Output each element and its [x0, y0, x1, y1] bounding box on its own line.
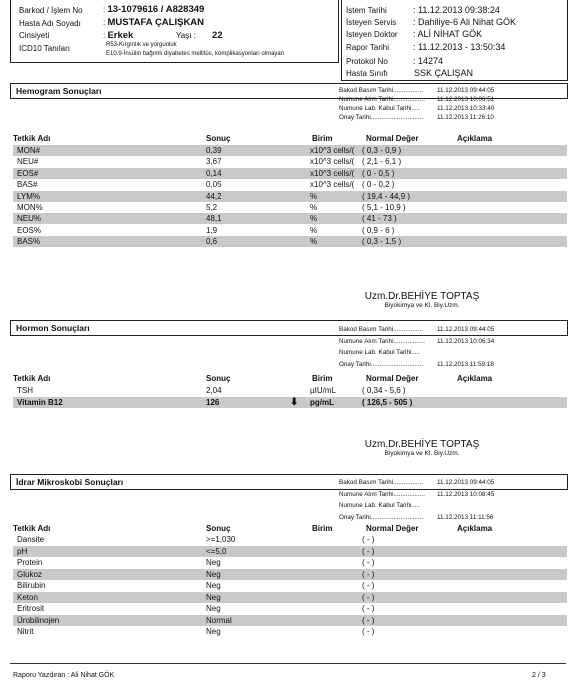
col-result: Sonuç — [206, 374, 231, 383]
test-result: Normal — [206, 615, 232, 625]
test-result: 126 — [206, 397, 220, 407]
test-name: Eritrosit — [17, 604, 45, 613]
hemogram-dates: Bakod Basım Tarihi................. 11.12.2013 09:44:05 Numune Alım Tarihi.................. 11.12.2013 10:06:51 Numune Lab. Kabul Tarihi..... 11.12.2013 10:33:40 Onay Tarihi.............................. 11.12.2013 11:26:10 — [339, 87, 495, 121]
protocol-label: Protokol No — [346, 57, 388, 66]
table-row — [13, 145, 567, 156]
test-unit: % — [310, 203, 318, 212]
table-row — [13, 397, 567, 408]
patient-class-label: Hasta Sınıfı — [346, 69, 388, 78]
hormon-dates: Bakod Basım Tarihi................. 11.12.2013 09:44:05 Numune Alım Tarihi.................. 11.12.2013 10:06:34 Numune Lab. Kabul Tarihi..... Onay Tarihi.............................. 11.12.2013 11:59:18 — [339, 326, 495, 368]
hormon-title: Hormon Sonuçları — [16, 323, 90, 333]
test-result: 0,14 — [206, 168, 222, 178]
table-row — [13, 168, 567, 179]
signature-block — [356, 291, 488, 309]
test-result: 48,1 — [206, 214, 222, 224]
col-unit: Birim — [312, 374, 333, 383]
gender-label: Cinsiyeti — [19, 31, 50, 40]
gender-value: : Erkek — [103, 30, 134, 41]
protocol-value: : 14274 — [413, 56, 444, 66]
normal-range: ( 19,4 - 44,9 ) — [362, 191, 411, 201]
normal-range: ( - ) — [362, 581, 375, 590]
doctor-label: İsteyen Doktor — [346, 30, 398, 39]
test-name: BAS# — [17, 180, 38, 190]
test-unit: pg/mL — [310, 397, 334, 407]
test-name: EOS% — [17, 225, 42, 235]
report-date-label: Rapor Tarihi — [346, 43, 389, 52]
request-info-box — [341, 0, 568, 81]
table-row — [13, 179, 567, 190]
age-value: 22 — [212, 30, 223, 41]
test-name: Protein — [17, 558, 43, 567]
table-row — [13, 385, 567, 396]
patient-name-label: Hasta Adı Soyadı — [19, 19, 81, 28]
test-result: Neg — [206, 581, 221, 590]
normal-range: ( - ) — [362, 558, 375, 567]
col-test: Tetkik Adı — [13, 524, 51, 533]
test-name: Bilirubin — [17, 581, 46, 590]
normal-range: ( - ) — [362, 627, 375, 636]
test-unit: x10^3 cells/( — [310, 180, 355, 190]
test-name: LYM% — [17, 191, 40, 201]
normal-range: ( 0,9 - 6 ) — [362, 225, 395, 235]
col-note: Açıklama — [457, 134, 493, 143]
test-unit: x10^3 cells/( — [310, 168, 355, 178]
table-row — [13, 580, 567, 591]
normal-range: ( 0 - 0,2 ) — [362, 180, 395, 190]
request-date-label: İstem Tarihi — [346, 6, 387, 15]
table-row — [13, 569, 567, 580]
col-test: Tetkik Adı — [13, 134, 51, 143]
normal-range: ( 0 - 0,5 ) — [362, 168, 395, 178]
doctor-value: : ALİ NİHAT GÖK — [413, 29, 483, 39]
normal-range: ( 0,3 - 0,9 ) — [362, 146, 402, 155]
printed-by: Raporu Yazdıran : Ali Nihat GÖK — [13, 672, 115, 679]
test-result: 0,39 — [206, 146, 222, 155]
test-name: Keton — [17, 592, 38, 602]
barcode-value: : 13-1079616 / A828349 — [103, 4, 205, 15]
normal-range: ( - ) — [362, 592, 375, 602]
normal-range: ( - ) — [362, 546, 375, 556]
idrar-title: İdrar Mikroskobi Sonuçları — [16, 477, 124, 487]
normal-range: ( 41 - 73 ) — [362, 214, 397, 224]
test-unit: % — [310, 191, 318, 201]
age-label: Yaşı : — [176, 31, 196, 40]
test-result: Neg — [206, 604, 221, 613]
signature-name: Uzm.Dr.BEHİYE TOPTAŞ — [364, 439, 480, 450]
test-name: Nitrit — [17, 627, 34, 636]
test-result: 5,2 — [206, 203, 218, 212]
test-result: 44,2 — [206, 191, 222, 201]
service-label: İsteyen Servis — [346, 18, 397, 27]
patient-info-box — [10, 0, 339, 63]
test-result: Neg — [206, 627, 221, 636]
table-row — [13, 213, 567, 224]
patient-class-value: SSK ÇALIŞAN — [414, 68, 474, 78]
signature-name: Uzm.Dr.BEHİYE TOPTAŞ — [364, 291, 480, 302]
test-name: EOS# — [17, 168, 39, 178]
table-row — [13, 225, 567, 236]
test-unit: x10^3 cells/( — [310, 157, 355, 167]
normal-range: ( - ) — [362, 615, 375, 625]
table-row — [13, 557, 567, 568]
icd-label: ICD10 Tanıları — [19, 44, 70, 53]
col-note: Açıklama — [457, 374, 493, 383]
normal-range: ( 0,3 - 1,5 ) — [362, 237, 402, 247]
normal-range: ( 0,34 - 5,6 ) — [362, 386, 406, 395]
test-name: NEU# — [17, 157, 39, 167]
table-row — [13, 592, 567, 603]
col-normal: Normal Değer — [366, 524, 419, 533]
signature-title: Biyokimya ve Kl. Biy.Uzm. — [384, 302, 460, 309]
col-unit: Birim — [312, 134, 333, 143]
table-row — [13, 626, 567, 637]
test-result: <=5,0 — [206, 546, 227, 556]
table-row — [13, 546, 567, 557]
request-date-value: : 11.12.2013 09:38:24 — [413, 5, 500, 15]
test-result: 3,67 — [206, 157, 222, 167]
test-name: pH — [17, 546, 28, 556]
normal-range: ( - ) — [362, 569, 375, 579]
hemogram-title: Hemogram Sonuçları — [16, 86, 102, 96]
icd-line-1: R53-Kırgınlık ve yorgunluk — [106, 42, 177, 48]
col-test: Tetkik Adı — [13, 374, 51, 383]
table-row — [13, 156, 567, 167]
idrar-dates: Bakod Basım Tarihi................. 11.12.2013 09:44:05 Numune Alım Tarihi.................. 11.12.2013 10:08:45 Numune Lab. Kabul Tarihi..... Onay Tarihi.............................. 11.12.2013 11:11:56 — [339, 479, 495, 521]
test-name: Vitamin B12 — [17, 397, 63, 407]
test-unit: % — [310, 237, 318, 247]
normal-range: ( - ) — [362, 604, 375, 613]
test-result: Neg — [206, 569, 221, 579]
col-normal: Normal Değer — [366, 374, 419, 383]
icd-line-2: E10.9-İnsülin bağımlı diyabetes mellitüs, komplikasyonları olmayan — [106, 51, 285, 57]
test-result: 0,05 — [206, 180, 222, 190]
patient-name: : MUSTAFA ÇALIŞKAN — [103, 17, 205, 28]
test-unit: % — [310, 225, 318, 235]
low-flag-arrow-icon: ⬇ — [290, 396, 299, 408]
col-result: Sonuç — [206, 134, 231, 143]
signature-block — [356, 439, 488, 457]
test-result: 2,04 — [206, 386, 222, 395]
test-result: Neg — [206, 592, 221, 602]
table-row — [13, 236, 567, 247]
service-value: : Dahiliye-6 Ali Nihat GÖK — [413, 17, 517, 27]
table-row — [13, 534, 567, 545]
test-name: Dansite — [17, 535, 45, 544]
test-name: MON# — [17, 146, 41, 155]
test-unit: x10^3 cells/( — [310, 146, 355, 155]
test-name: NEU% — [17, 214, 42, 224]
test-result: 1,9 — [206, 225, 218, 235]
col-normal: Normal Değer — [366, 134, 419, 143]
footer-divider — [10, 663, 566, 664]
table-row — [13, 615, 567, 626]
page-number: 2 / 3 — [532, 672, 546, 679]
normal-range: ( - ) — [362, 535, 375, 544]
test-unit: % — [310, 214, 318, 224]
test-name: Glukoz — [17, 569, 42, 579]
table-row — [13, 191, 567, 202]
table-row — [13, 603, 567, 614]
test-name: BAS% — [17, 237, 41, 247]
col-result: Sonuç — [206, 524, 231, 533]
normal-range: ( 5,1 - 10,9 ) — [362, 203, 406, 212]
test-result: Neg — [206, 558, 221, 567]
table-row — [13, 202, 567, 213]
test-result: 0,6 — [206, 237, 218, 247]
col-unit: Birim — [312, 524, 333, 533]
normal-range: ( 126,5 - 505 ) — [362, 397, 413, 407]
barcode-label: Barkod / İşlem No — [19, 6, 83, 15]
normal-range: ( 2,1 - 6,1 ) — [362, 157, 402, 167]
col-note: Açıklama — [457, 524, 493, 533]
report-date-value: : 11.12.2013 - 13:50:34 — [413, 42, 506, 52]
signature-title: Biyokimya ve Kl. Biy.Uzm. — [384, 450, 460, 457]
test-name: Ürobilinojen — [17, 615, 60, 625]
test-result: >=1,030 — [206, 535, 236, 544]
test-name: TSH — [17, 386, 33, 395]
test-unit: µIU/mL — [310, 386, 336, 395]
test-name: MON% — [17, 203, 43, 212]
